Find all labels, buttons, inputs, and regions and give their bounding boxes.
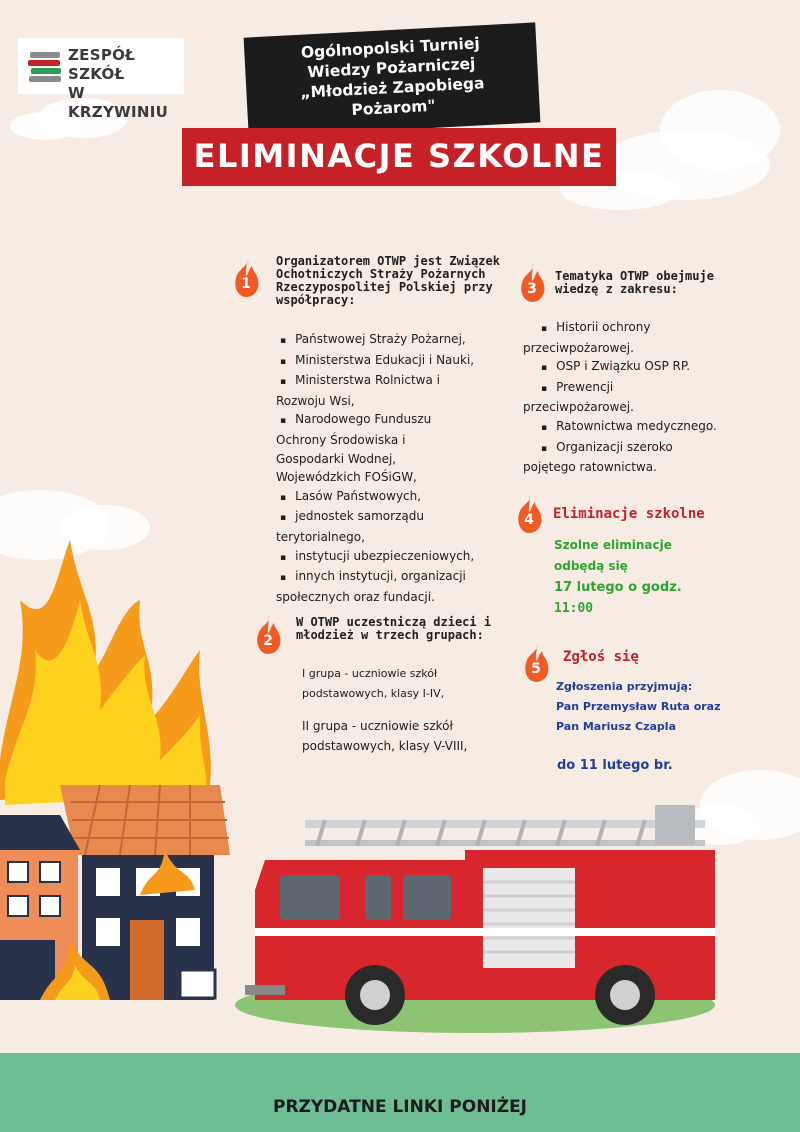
books-icon <box>26 46 66 86</box>
fire-icon <box>513 494 545 530</box>
list-item: ▪ Prewencji <box>537 378 767 399</box>
title-line-2: Wiedzy Pożarniczej <box>306 54 476 82</box>
section-number: 4 <box>524 512 534 528</box>
section1-list <box>276 330 506 606</box>
list-item: ▪ Historii ochrony <box>537 318 767 339</box>
group-line: I grupa - uczniowie szkół <box>302 667 438 680</box>
section4-heading: Eliminacje szkolne <box>553 506 705 522</box>
info-line: odbędą się <box>554 559 628 573</box>
logo-line-2: W KRZYWINIU <box>68 84 169 121</box>
heading-line: młodzież w trzech grupach: <box>296 628 484 642</box>
section5-info <box>556 677 776 737</box>
info-line: 11:00 <box>554 601 594 616</box>
title-banner <box>182 128 616 186</box>
footer-text: PRZYDATNE LINKI PONIŻEJ <box>272 1097 528 1117</box>
section-number: 2 <box>263 633 273 649</box>
list-item: Wojewódzkich FOŚiGW, <box>276 470 417 485</box>
title-line-4: Pożarom" <box>351 96 436 120</box>
school-logo <box>18 38 184 121</box>
group-line: II grupa - uczniowie szkół <box>302 719 453 733</box>
heading-line: W OTWP uczestniczą dzieci i <box>296 615 492 629</box>
list-item: ▪ Państwowej Straży Pożarnej, <box>276 330 506 351</box>
list-item: ▪ Ratownictwa medycznego. <box>537 417 767 438</box>
title-line-1: Ogólnopolski Turniej <box>300 34 481 62</box>
list-item: ▪ Lasów Państwowych, <box>276 487 506 508</box>
fire-icon <box>230 258 262 294</box>
heading-line: wiedzę z zakresu: <box>555 282 678 296</box>
banner-text: ELIMINACJE SZKOLNE <box>193 137 605 175</box>
deadline: do 11 lutego br. <box>557 758 673 773</box>
section3-list <box>523 318 767 477</box>
list-item: ▪ Ministerstwa Rolnictwa i <box>276 371 506 392</box>
fire-icon <box>516 263 548 299</box>
list-item: pojętego ratownictwa. <box>523 460 657 475</box>
burning-house-illustration <box>0 540 230 1010</box>
group-line: podstawowych, klasy I-IV, <box>302 687 445 700</box>
list-item: ▪ Ministerstwa Edukacji i Nauki, <box>276 351 506 372</box>
list-item: ▪ Organizacji szeroko <box>537 438 767 459</box>
list-item: ▪ instytucji ubezpieczeniowych, <box>276 547 506 568</box>
list-item: terytorialnego, <box>276 529 365 544</box>
section4-info <box>554 535 754 619</box>
list-item: przeciwpożarowej. <box>523 400 634 415</box>
footer-bar <box>0 1053 800 1132</box>
section-number: 3 <box>527 281 537 297</box>
fire-icon <box>520 643 552 679</box>
heading-line: Rzeczypospolitej Polskiej przy <box>276 280 493 294</box>
logo-line-1: ZESPÓŁ SZKÓŁ <box>68 46 136 83</box>
list-item: społecznych oraz fundacji. <box>276 589 435 604</box>
section3-heading <box>555 270 785 296</box>
section-number: 5 <box>531 661 541 677</box>
section5-heading: Zgłoś się <box>563 649 639 665</box>
info-line: Szolne eliminacje <box>554 538 672 552</box>
list-item: Rozwoju Wsi, <box>276 393 355 408</box>
section1-heading <box>276 255 536 307</box>
list-item: ▪ jednostek samorządu <box>276 507 506 528</box>
info-line: Pan Mariusz Czapla <box>556 720 676 733</box>
info-line: Zgłoszenia przyjmują: <box>556 680 693 693</box>
group-1 <box>302 664 444 704</box>
info-line: 17 lutego o godz. <box>554 580 682 595</box>
list-item: przeciwpożarowej. <box>523 340 634 355</box>
fire-truck-illustration <box>225 800 745 1040</box>
list-item: Ochrony Środowiska i <box>276 432 406 447</box>
heading-line: Ochotniczych Straży Pożarnych <box>276 267 486 281</box>
section-number: 1 <box>241 276 251 292</box>
list-item: ▪ Narodowego Funduszu <box>276 410 506 431</box>
group-2 <box>302 716 467 756</box>
title-line-3: „Młodzież Zapobiega <box>299 74 485 102</box>
group-line: podstawowych, klasy V-VIII, <box>302 739 468 753</box>
fire-icon <box>252 615 284 651</box>
heading-line: Tematyka OTWP obejmuje <box>555 269 714 283</box>
list-item: ▪ innych instytucji, organizacji <box>276 567 506 588</box>
section2-heading <box>296 616 516 642</box>
heading-line: współpracy: <box>276 293 356 307</box>
info-line: Pan Przemysław Ruta oraz <box>556 700 721 713</box>
list-item: ▪ OSP i Związku OSP RP. <box>537 357 767 378</box>
list-item: Gospodarki Wodnej, <box>276 451 397 466</box>
title-box <box>244 22 541 137</box>
heading-line: Organizatorem OTWP jest Związek <box>276 254 500 268</box>
